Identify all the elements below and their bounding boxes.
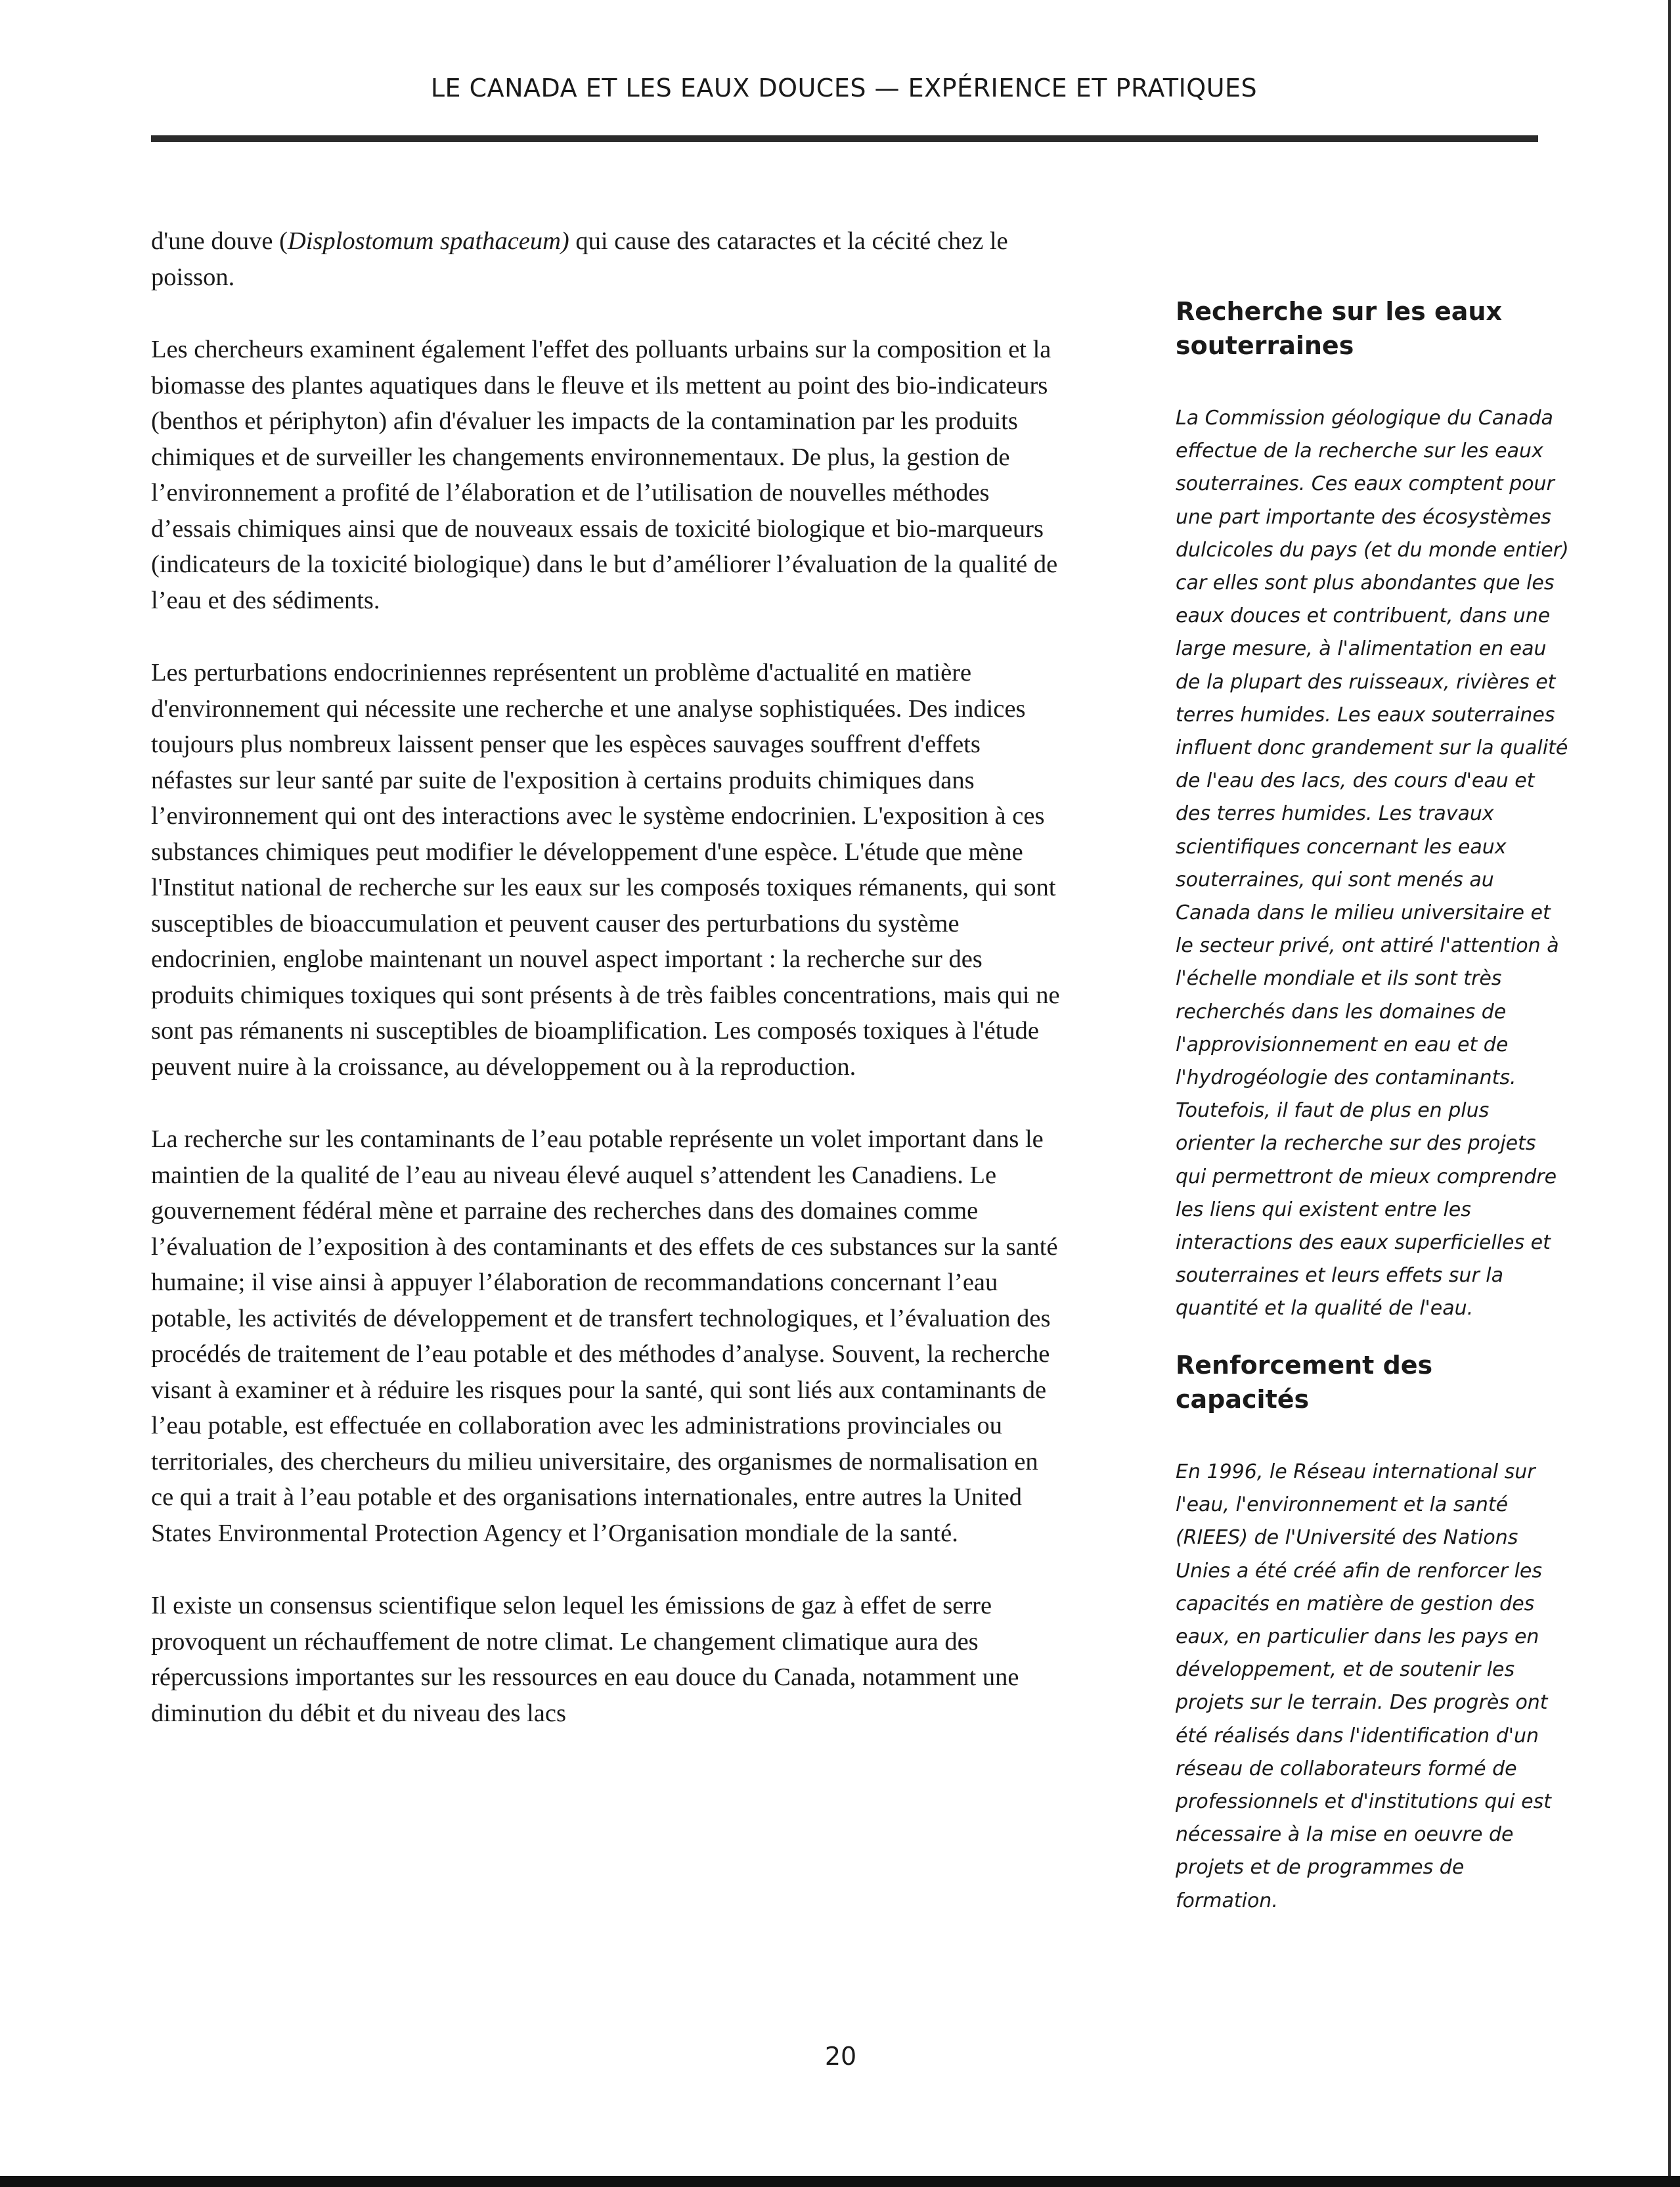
- paragraph-5: Il existe un consensus scientifique selon lequel les émissions de gaz à effet de serre provoquent un réchauffement de notre climat. Le changement climatique aura des répercussions importantes sur les ressources en eau douce du Canada, notamment une diminution du débit et du niveau des lacs: [151, 1592, 1019, 1727]
- sidebar-capacity-body: En 1996, le Réseau international sur l'eau, l'environnement et la santé (RIEES) de l'Université des Nations Unies a été créé afin de renforcer les capacités en matière de gestion des eaux, en particulier dans les pays en développement, et de soutenir les projets sur le terrain. Des progrès ont été réalisés dans l'identification d'un réseau de collaborateurs formé de professionnels et d'institutions qui est nécessaire à la mise en oeuvre de projets et de programmes de formation.: [1176, 1460, 1551, 1912]
- paragraph-1-before: d'une douve (: [151, 227, 288, 255]
- paragraph-2: Les chercheurs examinent également l'effet des polluants urbains sur la composition et la biomasse des plantes aquatiques dans le fleuve et ils mettent au point des bio-indicateurs (benthos et périphyton) afin d'évaluer les impacts de la contamination par les produits chimiques et de surveiller les changements environnementaux. De plus, la gestion de l’environnement a profité de l’élaboration et de l’utilisation de nouvelles méthodes d’essais chimiques ainsi que de nouveaux essais de toxicité biologique et bio-marqueurs (indicateurs de la toxicité biologique) dans le but d’améliorer l’évaluation de la qualité de l’eau et des sédiments.: [151, 336, 1058, 614]
- species-name: Displostomum spathaceum): [287, 227, 569, 255]
- sidebar-capacity-title: Renforcement des capacités: [1176, 1351, 1433, 1414]
- main-text-column: [151, 223, 1064, 1768]
- page-header-title: LE CANADA ET LES EAUX DOUCES — EXPÉRIENCE ET PRATIQUES: [430, 74, 1258, 102]
- sidebar-groundwater-body: La Commission géologique du Canada effectue de la recherche sur les eaux souterraines. Ces eaux comptent pour une part importante des écosystèmes dulcicoles du pays (et du monde entier) car elles sont plus abondantes que les eaux douces et contribuent, dans une large mesure, à l'alimentation en eau de la plupart des ruisseaux, rivières et terres humides. Les eaux souterraines influent donc grandement sur la qualité de l'eau des lacs, des cours d'eau et des terres humides. Les travaux scientifiques concernant les eaux souterraines, qui sont menés au Canada dans le milieu universitaire et le secteur privé, ont attiré l'attention à l'échelle mondiale et ils sont très recherchés dans les domaines de l'approvisionnement en eau et de l'hydrogéologie des contaminants. Toutefois, il faut de plus en plus orienter la recherche sur des projets qui permettront de mieux comprendre les liens qui existent entre les interactions des eaux superficielles et souterraines et leurs effets sur la quantité et la qualité de l'eau.: [1176, 407, 1569, 1320]
- header-rule: [151, 135, 1538, 142]
- paragraph-1-after: qui cause des cataractes et la cécité chez le poisson.: [151, 227, 1008, 291]
- paragraph-3: Les perturbations endocriniennes représentent un problème d'actualité en matière d'environnement qui nécessite une recherche et une analyse sophistiquées. Des indices toujours plus nombreux laissent penser que les espèces sauvages souffrent d'effets néfastes sur leur santé par suite de l'exposition à certains produits chimiques dans l’environnement qui ont des interactions avec le système endocrinien. L'exposition à ces substances chimiques peut modifier le développement d'une espèce. L'étude que mène l'Institut national de recherche sur les eaux sur les composés toxiques rémanents, qui sont susceptibles de bioaccumulation et peuvent causer des perturbations du système endocrinien, englobe maintenant un nouvel aspect important : la recherche sur des produits chimiques toxiques qui sont présents à de très faibles concentrations, mais qui ne sont pas rémanents ni susceptibles de bioamplification. Les composés toxiques à l'étude peuvent nuire à la croissance, au développement ou à la reproduction.: [151, 659, 1060, 1081]
- page-number: 20: [824, 2042, 857, 2071]
- paragraph-1: [151, 223, 1064, 295]
- sidebar-groundwater-section: [1176, 294, 1570, 1326]
- scan-right-edge: [1668, 0, 1671, 2187]
- sidebar-capacity-section: [1176, 1348, 1570, 1918]
- paragraph-4: La recherche sur les contaminants de l’eau potable représente un volet important dans le maintien de la qualité de l’eau au niveau élevé auquel s’attendent les Canadiens. Le gouvernement fédéral mène et parraine des recherches dans des domaines comme l’évaluation de l’exposition à des contaminants et des effets de ces substances sur la santé humaine; il vise ainsi à appuyer l’élaboration de recommandations concernant l’eau potable, les activités de développement et de transfert technologiques, et l’évaluation des procédés de traitement de l’eau potable et des méthodes d’analyse. Souvent, la recherche visant à examiner et à réduire les risques pour la santé, qui sont liés aux contaminants de l’eau potable, est effectuée en collaboration avec les administrations provinciales ou territoriales, des chercheurs du milieu universitaire, des organismes de normalisation en ce qui a trait à l’eau potable et des organisations internationales, entre autres la United States Environmental Protection Agency et l’Organisation mondiale de la santé.: [151, 1125, 1058, 1547]
- scan-bottom-edge: [0, 2176, 1680, 2187]
- sidebar-groundwater-title: Recherche sur les eaux souterraines: [1176, 297, 1502, 360]
